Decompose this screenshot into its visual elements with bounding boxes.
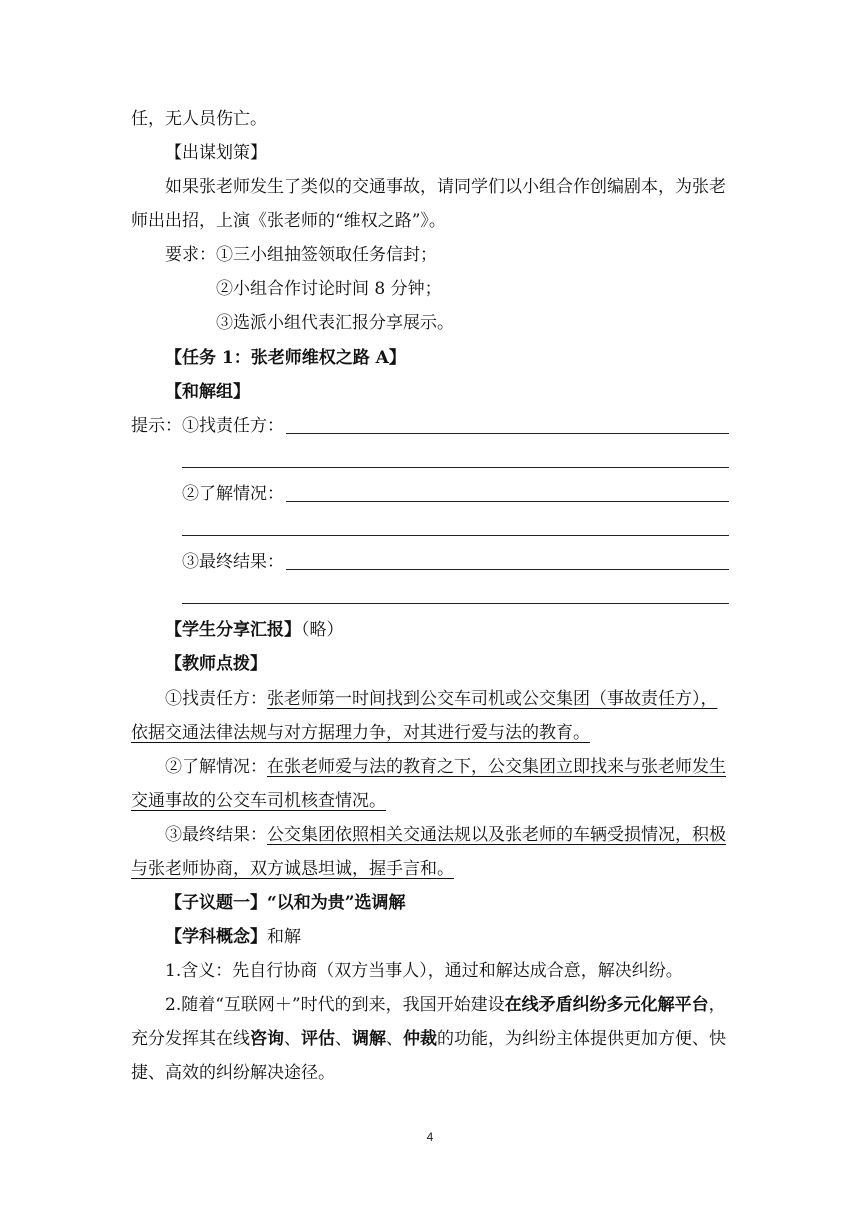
bold-text: 在线矛盾纠纷多元化解平台 (504, 995, 709, 1015)
requirement-line: ②小组合作讨论时间 8 分钟； (216, 279, 442, 299)
task-heading: 【任务 1：张老师维权之路 A】 (165, 348, 406, 368)
hint-label: ②了解情况： (182, 484, 284, 504)
text-line (131, 722, 590, 744)
text-segment: 充分发挥其在线 (131, 1029, 250, 1049)
page-number: 4 (426, 1130, 434, 1144)
requirement-line: ③选派小组代表汇报分享展示。 (216, 313, 454, 333)
text-line (131, 1028, 726, 1050)
text-line (165, 688, 718, 710)
text-line (165, 926, 301, 948)
hint-label: 提示：①找责任方： (131, 416, 284, 436)
text-segment: ， (708, 995, 726, 1015)
underlined-text: 与张老师协商，双方诚恳坦诚，握手言和。 (131, 859, 454, 879)
text-line: 1.含义：先自行协商（双方当事人），通过和解达成合意，解决纠纷。 (165, 961, 683, 981)
underlined-text: 公交集团依照相关交通法规以及张老师的车辆受损情况，积极 (267, 825, 726, 845)
hint-label: ③最终结果： (182, 552, 284, 572)
blank-answer-line[interactable] (182, 535, 729, 536)
underlined-text: 依据交通法律法规与对方据理力争，对其进行爱与法的教育。 (131, 723, 590, 743)
text-segment: 、 (284, 1029, 301, 1049)
concept-term: 和解 (267, 927, 301, 947)
blank-answer-line[interactable] (286, 569, 729, 570)
bold-text: 评估 (301, 1029, 335, 1049)
section-heading: 【教师点拨】 (165, 654, 267, 674)
underlined-text: 在张老师爱与法的教育之下，公交集团立即找来与张老师发生 (267, 757, 726, 777)
point-label: ①找责任方： (165, 689, 267, 709)
section-heading: 【学生分享汇报】 (165, 620, 301, 640)
blank-answer-line[interactable] (286, 433, 729, 434)
blank-answer-line[interactable] (182, 603, 729, 604)
bold-text: 咨询 (250, 1029, 284, 1049)
bold-text: 调解 (352, 1029, 386, 1049)
text-line (165, 619, 344, 641)
text-line (131, 790, 386, 812)
section-heading: 【出谋划策】 (165, 143, 267, 163)
blank-answer-line[interactable] (286, 501, 729, 502)
point-label: ③最终结果： (165, 825, 267, 845)
text-segment: 的功能，为纠纷主体提供更加方便、快 (437, 1029, 726, 1049)
text-segment: 、 (386, 1029, 403, 1049)
bold-text: 仲裁 (403, 1029, 437, 1049)
blank-answer-line[interactable] (182, 467, 729, 468)
group-heading: 【和解组】 (165, 382, 250, 402)
text-line: 如果张老师发生了类似的交通事故，请同学们以小组合作创编剧本，为张老 (165, 177, 726, 197)
point-label: ②了解情况： (165, 757, 267, 777)
text-segment: 、 (335, 1029, 352, 1049)
text-line: 任，无人员伤亡。 (131, 109, 267, 129)
text-line (165, 994, 726, 1016)
text-line (131, 858, 454, 880)
underlined-text: 张老师第一时间找到公交车司机或公交集团（事故责任方）， (267, 689, 718, 709)
text-line: 师出出招，上演《张老师的“维权之路”》。 (131, 211, 446, 231)
sub-topic-heading: 【子议题一】“以和为贵”选调解 (165, 893, 406, 913)
underlined-text: 交通事故的公交车司机核查情况。 (131, 791, 386, 811)
text-line: 捷、高效的纠纷解决途径。 (131, 1063, 335, 1083)
requirement-line: 要求：①三小组抽签领取任务信封； (165, 245, 437, 265)
text-segment: 2.随着“互联网＋”时代的到来，我国开始建设 (165, 995, 505, 1015)
text-line (165, 824, 726, 846)
section-heading: 【学科概念】 (165, 927, 267, 947)
text-line (165, 756, 726, 778)
note: （略） (301, 620, 344, 640)
